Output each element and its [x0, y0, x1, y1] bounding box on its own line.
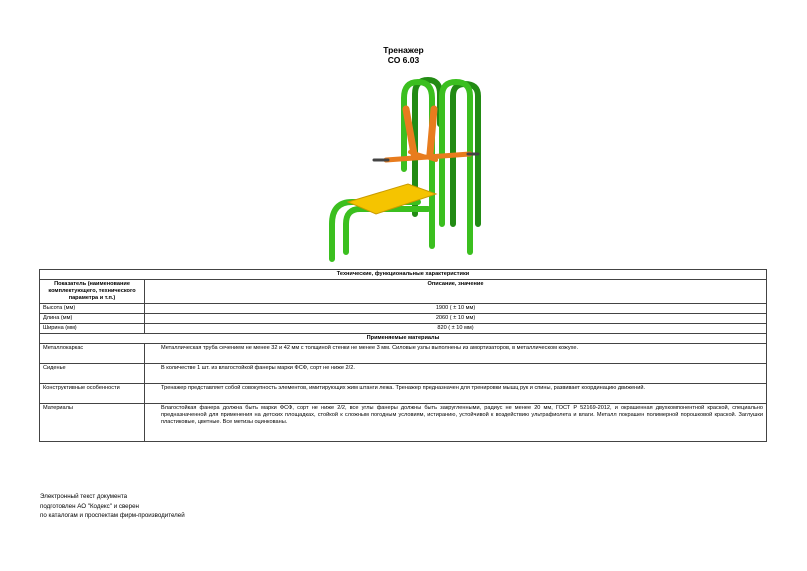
dimension-value: 1900 ( ± 10 мм) — [145, 304, 767, 314]
equipment-illustration — [318, 74, 498, 264]
section-header-characteristics: Технические, функциональные характеристики — [40, 270, 767, 280]
material-name: Материалы — [40, 404, 145, 442]
title-code: СО 6.03 — [387, 55, 420, 65]
column-header-value: Описание, значение — [145, 280, 767, 304]
column-header-parameter: Показатель (наименование комплектующего, технического параметра и т.п.) — [40, 280, 145, 304]
material-description: Тренажер представляет собой совокупность элементов, имитирующих жим штанги лежа. Тренажер предназначен для тренировки мышц рук и спины, развивает координацию движений. — [145, 384, 767, 404]
table-row — [40, 384, 767, 404]
dimension-name: Длина (мм) — [40, 314, 145, 324]
footer-line: Электронный текст документа — [40, 493, 128, 500]
material-name: Металлокаркас — [40, 344, 145, 364]
document-title — [0, 45, 807, 65]
material-name: Конструктивные особенности — [40, 384, 145, 404]
dimension-name: Ширина (мм) — [40, 324, 145, 334]
dimension-name: Высота (мм) — [40, 304, 145, 314]
spec-table — [39, 269, 767, 442]
material-name: Сиденье — [40, 364, 145, 384]
footer-line: подготовлен АО "Кодекс" и сверен — [40, 502, 139, 510]
material-description: Влагостойкая фанера должна быть марки ФСФ, сорт не ниже 2/2, все углы фанеры должны быть закругленными, радиус не менее 20 мм, ГОСТ Р 52169-2012, и окрашенная двухкомпонентной краской, специально предназначенной для применения на детских площадках, стойкой к сложным погодным условиям, истиранию, устойчивой к воздействию ультрафиолета и влаги. Металл покрашен полимерной порошковой краской. Заглушки пластиковые, цветные. Все метизы оцинкованы. — [145, 404, 767, 442]
footer-line: по каталогам и проспектам фирм-производителей — [40, 512, 185, 519]
table-row — [40, 324, 767, 334]
document-footer — [40, 492, 185, 521]
table-row — [40, 314, 767, 324]
table-row — [40, 404, 767, 442]
title-name: Тренажер — [383, 45, 424, 55]
table-row — [40, 304, 767, 314]
table-row — [40, 344, 767, 364]
section-header-materials: Применяемые материалы — [40, 334, 767, 344]
dimension-value: 2060 ( ± 10 мм) — [145, 314, 767, 324]
table-row — [40, 364, 767, 384]
material-description: В количестве 1 шт. из влагостойкой фанеры марки ФСФ, сорт не ниже 2/2. — [145, 364, 767, 384]
dimension-value: 820 ( ± 10 мм) — [145, 324, 767, 334]
material-description: Металлическая труба сечением не менее 32 и 42 мм с толщиной стенки не менее 3 мм. Силовые узлы выполнены из амортизаторов, в металлическом кожухе. — [145, 344, 767, 364]
shock-absorber-right — [430, 109, 434, 154]
